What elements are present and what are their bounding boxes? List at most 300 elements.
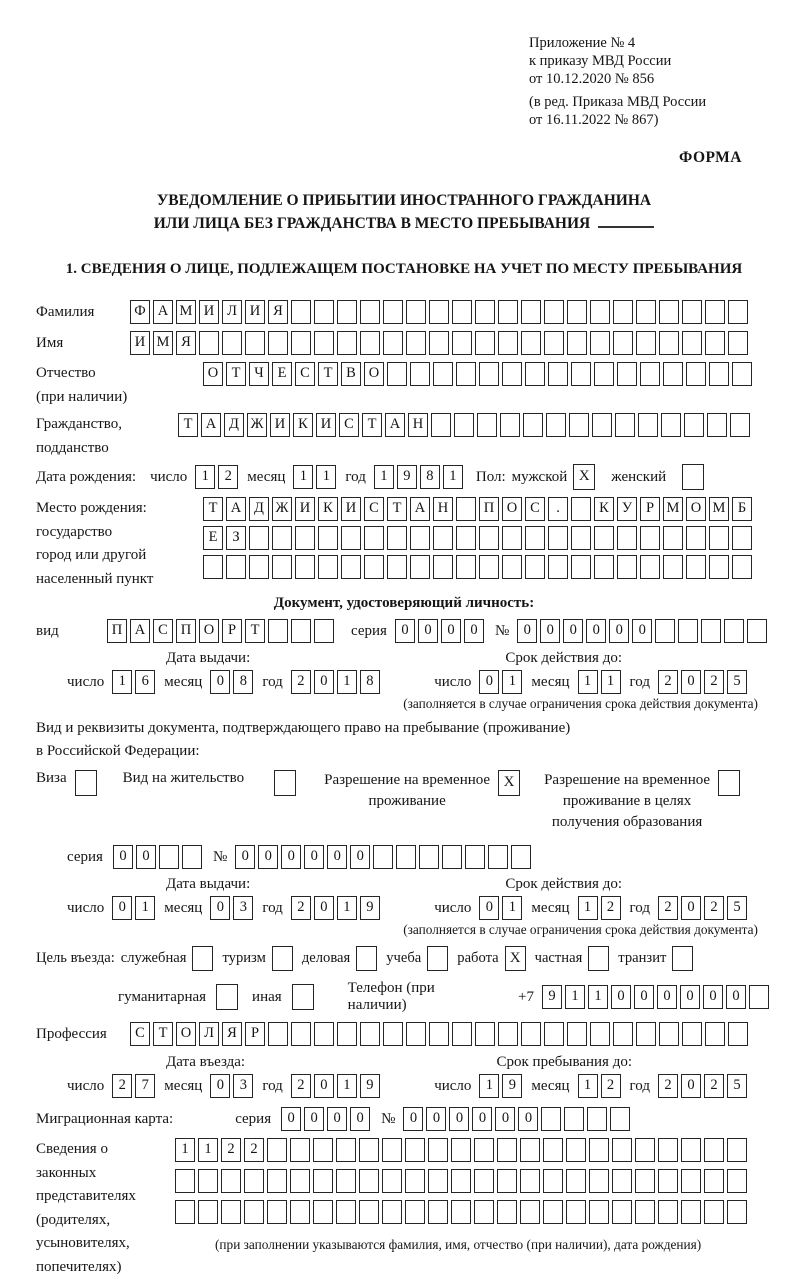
char-cell[interactable] xyxy=(709,555,729,579)
purpose-opt3-checkbox[interactable] xyxy=(356,946,377,971)
char-cell[interactable] xyxy=(359,1138,379,1162)
char-cell[interactable]: Ф xyxy=(130,300,150,324)
char-cell[interactable]: 0 xyxy=(395,619,415,643)
char-cell[interactable]: 1 xyxy=(502,896,522,920)
char-cell[interactable]: 1 xyxy=(198,1138,218,1162)
char-cell[interactable]: 1 xyxy=(195,465,215,489)
temp-residence-edu-checkbox[interactable] xyxy=(718,770,740,796)
char-cell[interactable] xyxy=(451,1138,471,1162)
char-cell[interactable] xyxy=(521,300,541,324)
char-cell[interactable]: 0 xyxy=(350,1107,370,1131)
char-cell[interactable] xyxy=(587,1107,607,1131)
char-cell[interactable]: 0 xyxy=(634,985,654,1009)
char-cell[interactable] xyxy=(290,1138,310,1162)
char-cell[interactable] xyxy=(663,362,683,386)
char-cell[interactable]: И xyxy=(295,497,315,521)
char-cell[interactable]: Д xyxy=(249,497,269,521)
char-cell[interactable] xyxy=(341,555,361,579)
char-cell[interactable] xyxy=(617,555,637,579)
char-cell[interactable]: 0 xyxy=(350,845,370,869)
purpose-opt6-checkbox[interactable] xyxy=(588,946,609,971)
char-cell[interactable] xyxy=(678,619,698,643)
char-cell[interactable] xyxy=(221,1200,241,1224)
char-cell[interactable]: С xyxy=(339,413,359,437)
char-cell[interactable]: 0 xyxy=(464,619,484,643)
char-cell[interactable] xyxy=(686,362,706,386)
char-cell[interactable] xyxy=(221,1169,241,1193)
char-cell[interactable] xyxy=(727,1138,747,1162)
char-cell[interactable]: Т xyxy=(387,497,407,521)
char-cell[interactable] xyxy=(383,300,403,324)
char-cell[interactable] xyxy=(295,555,315,579)
char-cell[interactable] xyxy=(428,1138,448,1162)
char-cell[interactable] xyxy=(454,413,474,437)
char-cell[interactable] xyxy=(525,555,545,579)
temp-residence-checkbox[interactable]: X xyxy=(498,770,520,796)
char-cell[interactable]: Т xyxy=(153,1022,173,1046)
char-cell[interactable]: 0 xyxy=(136,845,156,869)
char-cell[interactable]: 3 xyxy=(233,1074,253,1098)
char-cell[interactable] xyxy=(663,526,683,550)
char-cell[interactable]: М xyxy=(176,300,196,324)
char-cell[interactable] xyxy=(498,300,518,324)
char-cell[interactable]: К xyxy=(594,497,614,521)
purpose-opt8-checkbox[interactable] xyxy=(216,984,238,1010)
char-cell[interactable]: 0 xyxy=(703,985,723,1009)
char-cell[interactable] xyxy=(525,526,545,550)
char-cell[interactable]: 2 xyxy=(218,465,238,489)
char-cell[interactable]: 1 xyxy=(578,1074,598,1098)
char-cell[interactable] xyxy=(732,555,752,579)
char-cell[interactable] xyxy=(431,413,451,437)
char-cell[interactable] xyxy=(617,362,637,386)
char-cell[interactable] xyxy=(406,300,426,324)
char-cell[interactable] xyxy=(360,331,380,355)
char-cell[interactable]: 8 xyxy=(233,670,253,694)
char-cell[interactable] xyxy=(635,1138,655,1162)
char-cell[interactable] xyxy=(199,331,219,355)
char-cell[interactable]: 0 xyxy=(495,1107,515,1131)
char-cell[interactable]: П xyxy=(107,619,127,643)
char-cell[interactable]: 0 xyxy=(314,1074,334,1098)
char-cell[interactable]: 0 xyxy=(657,985,677,1009)
char-cell[interactable] xyxy=(429,300,449,324)
char-cell[interactable] xyxy=(701,619,721,643)
char-cell[interactable] xyxy=(612,1200,632,1224)
char-cell[interactable] xyxy=(548,555,568,579)
char-cell[interactable]: 8 xyxy=(360,670,380,694)
char-cell[interactable] xyxy=(313,1200,333,1224)
char-cell[interactable] xyxy=(589,1169,609,1193)
char-cell[interactable]: 2 xyxy=(291,896,311,920)
char-cell[interactable] xyxy=(705,300,725,324)
char-cell[interactable] xyxy=(684,413,704,437)
char-cell[interactable] xyxy=(410,555,430,579)
char-cell[interactable]: 0 xyxy=(586,619,606,643)
char-cell[interactable]: О xyxy=(364,362,384,386)
char-cell[interactable] xyxy=(520,1138,540,1162)
char-cell[interactable] xyxy=(479,362,499,386)
char-cell[interactable] xyxy=(571,526,591,550)
char-cell[interactable] xyxy=(475,1022,495,1046)
char-cell[interactable]: Д xyxy=(224,413,244,437)
char-cell[interactable] xyxy=(541,1107,561,1131)
char-cell[interactable] xyxy=(198,1169,218,1193)
char-cell[interactable] xyxy=(337,331,357,355)
char-cell[interactable] xyxy=(382,1138,402,1162)
char-cell[interactable] xyxy=(709,526,729,550)
char-cell[interactable]: 1 xyxy=(337,1074,357,1098)
char-cell[interactable] xyxy=(571,555,591,579)
char-cell[interactable]: Т xyxy=(178,413,198,437)
char-cell[interactable] xyxy=(728,300,748,324)
char-cell[interactable] xyxy=(364,526,384,550)
char-cell[interactable] xyxy=(705,331,725,355)
char-cell[interactable]: 0 xyxy=(563,619,583,643)
char-cell[interactable]: 2 xyxy=(601,896,621,920)
char-cell[interactable]: 1 xyxy=(565,985,585,1009)
char-cell[interactable]: Р xyxy=(245,1022,265,1046)
char-cell[interactable] xyxy=(428,1169,448,1193)
char-cell[interactable] xyxy=(543,1200,563,1224)
char-cell[interactable]: И xyxy=(245,300,265,324)
char-cell[interactable] xyxy=(521,331,541,355)
char-cell[interactable] xyxy=(383,331,403,355)
char-cell[interactable] xyxy=(704,1200,724,1224)
char-cell[interactable]: А xyxy=(201,413,221,437)
char-cell[interactable] xyxy=(433,362,453,386)
char-cell[interactable]: 2 xyxy=(601,1074,621,1098)
char-cell[interactable] xyxy=(451,1200,471,1224)
char-cell[interactable] xyxy=(226,555,246,579)
char-cell[interactable] xyxy=(222,331,242,355)
char-cell[interactable] xyxy=(569,413,589,437)
char-cell[interactable]: М xyxy=(663,497,683,521)
char-cell[interactable]: Т xyxy=(245,619,265,643)
char-cell[interactable] xyxy=(727,1200,747,1224)
char-cell[interactable]: 1 xyxy=(578,896,598,920)
char-cell[interactable] xyxy=(336,1138,356,1162)
char-cell[interactable]: 0 xyxy=(632,619,652,643)
char-cell[interactable]: . xyxy=(548,497,568,521)
char-cell[interactable] xyxy=(373,845,393,869)
char-cell[interactable] xyxy=(589,1138,609,1162)
char-cell[interactable]: Я xyxy=(222,1022,242,1046)
char-cell[interactable] xyxy=(521,1022,541,1046)
char-cell[interactable]: С xyxy=(295,362,315,386)
char-cell[interactable] xyxy=(314,331,334,355)
char-cell[interactable]: 0 xyxy=(235,845,255,869)
char-cell[interactable] xyxy=(681,1169,701,1193)
char-cell[interactable]: С xyxy=(525,497,545,521)
char-cell[interactable] xyxy=(661,413,681,437)
char-cell[interactable]: 0 xyxy=(112,896,132,920)
char-cell[interactable]: И xyxy=(316,413,336,437)
char-cell[interactable] xyxy=(546,413,566,437)
char-cell[interactable] xyxy=(396,845,416,869)
char-cell[interactable] xyxy=(502,526,522,550)
char-cell[interactable]: 0 xyxy=(426,1107,446,1131)
char-cell[interactable]: К xyxy=(293,413,313,437)
char-cell[interactable]: И xyxy=(270,413,290,437)
char-cell[interactable] xyxy=(290,1200,310,1224)
char-cell[interactable] xyxy=(249,555,269,579)
char-cell[interactable] xyxy=(475,300,495,324)
char-cell[interactable]: А xyxy=(410,497,430,521)
char-cell[interactable] xyxy=(291,1022,311,1046)
char-cell[interactable]: 0 xyxy=(726,985,746,1009)
char-cell[interactable] xyxy=(511,845,531,869)
char-cell[interactable]: 2 xyxy=(291,670,311,694)
char-cell[interactable]: Л xyxy=(222,300,242,324)
char-cell[interactable] xyxy=(359,1200,379,1224)
char-cell[interactable] xyxy=(640,555,660,579)
sex-male-checkbox[interactable]: X xyxy=(573,464,595,490)
char-cell[interactable] xyxy=(727,1169,747,1193)
char-cell[interactable] xyxy=(442,845,462,869)
char-cell[interactable] xyxy=(387,362,407,386)
purpose-opt9-checkbox[interactable] xyxy=(292,984,314,1010)
char-cell[interactable] xyxy=(456,362,476,386)
char-cell[interactable]: А xyxy=(130,619,150,643)
char-cell[interactable] xyxy=(707,413,727,437)
char-cell[interactable] xyxy=(640,362,660,386)
char-cell[interactable] xyxy=(456,497,476,521)
char-cell[interactable] xyxy=(636,1022,656,1046)
char-cell[interactable] xyxy=(244,1169,264,1193)
char-cell[interactable]: 6 xyxy=(135,670,155,694)
char-cell[interactable]: 1 xyxy=(601,670,621,694)
char-cell[interactable] xyxy=(658,1169,678,1193)
char-cell[interactable] xyxy=(686,555,706,579)
purpose-opt2-checkbox[interactable] xyxy=(272,946,293,971)
char-cell[interactable]: 0 xyxy=(304,1107,324,1131)
char-cell[interactable]: 0 xyxy=(441,619,461,643)
char-cell[interactable]: 1 xyxy=(443,465,463,489)
char-cell[interactable] xyxy=(732,526,752,550)
char-cell[interactable] xyxy=(456,555,476,579)
char-cell[interactable] xyxy=(502,362,522,386)
char-cell[interactable] xyxy=(429,331,449,355)
char-cell[interactable]: Т xyxy=(203,497,223,521)
char-cell[interactable] xyxy=(159,845,179,869)
char-cell[interactable] xyxy=(548,362,568,386)
char-cell[interactable] xyxy=(360,1022,380,1046)
char-cell[interactable]: 0 xyxy=(479,670,499,694)
char-cell[interactable]: 0 xyxy=(403,1107,423,1131)
char-cell[interactable] xyxy=(544,300,564,324)
char-cell[interactable]: 1 xyxy=(175,1138,195,1162)
char-cell[interactable] xyxy=(543,1138,563,1162)
char-cell[interactable] xyxy=(382,1169,402,1193)
char-cell[interactable] xyxy=(589,1200,609,1224)
char-cell[interactable] xyxy=(635,1169,655,1193)
char-cell[interactable]: 9 xyxy=(360,896,380,920)
char-cell[interactable] xyxy=(635,1200,655,1224)
char-cell[interactable]: К xyxy=(318,497,338,521)
char-cell[interactable]: В xyxy=(341,362,361,386)
char-cell[interactable] xyxy=(336,1169,356,1193)
char-cell[interactable] xyxy=(268,619,288,643)
char-cell[interactable]: 0 xyxy=(327,845,347,869)
char-cell[interactable] xyxy=(724,619,744,643)
char-cell[interactable] xyxy=(566,1169,586,1193)
char-cell[interactable] xyxy=(313,1169,333,1193)
char-cell[interactable]: 0 xyxy=(449,1107,469,1131)
char-cell[interactable] xyxy=(291,300,311,324)
char-cell[interactable]: 0 xyxy=(281,1107,301,1131)
char-cell[interactable] xyxy=(291,619,311,643)
char-cell[interactable] xyxy=(429,1022,449,1046)
char-cell[interactable] xyxy=(452,1022,472,1046)
char-cell[interactable]: Е xyxy=(272,362,292,386)
char-cell[interactable]: С xyxy=(130,1022,150,1046)
char-cell[interactable] xyxy=(567,331,587,355)
char-cell[interactable]: 5 xyxy=(727,1074,747,1098)
char-cell[interactable] xyxy=(291,331,311,355)
char-cell[interactable] xyxy=(658,1138,678,1162)
char-cell[interactable] xyxy=(337,300,357,324)
char-cell[interactable]: 0 xyxy=(517,619,537,643)
char-cell[interactable] xyxy=(314,1022,334,1046)
char-cell[interactable]: 2 xyxy=(221,1138,241,1162)
char-cell[interactable]: У xyxy=(617,497,637,521)
char-cell[interactable] xyxy=(314,619,334,643)
char-cell[interactable] xyxy=(566,1138,586,1162)
char-cell[interactable] xyxy=(318,555,338,579)
char-cell[interactable]: 8 xyxy=(420,465,440,489)
char-cell[interactable] xyxy=(479,526,499,550)
char-cell[interactable]: Т xyxy=(226,362,246,386)
char-cell[interactable] xyxy=(477,413,497,437)
char-cell[interactable] xyxy=(594,555,614,579)
char-cell[interactable] xyxy=(543,1169,563,1193)
char-cell[interactable]: 2 xyxy=(704,896,724,920)
char-cell[interactable] xyxy=(428,1200,448,1224)
char-cell[interactable]: О xyxy=(199,619,219,643)
residence-permit-checkbox[interactable] xyxy=(274,770,296,796)
char-cell[interactable] xyxy=(405,1200,425,1224)
char-cell[interactable]: Ж xyxy=(247,413,267,437)
char-cell[interactable]: 0 xyxy=(113,845,133,869)
char-cell[interactable] xyxy=(705,1022,725,1046)
char-cell[interactable]: 1 xyxy=(502,670,522,694)
char-cell[interactable] xyxy=(479,555,499,579)
char-cell[interactable]: 3 xyxy=(233,896,253,920)
purpose-opt7-checkbox[interactable] xyxy=(672,946,693,971)
char-cell[interactable] xyxy=(571,362,591,386)
char-cell[interactable] xyxy=(728,331,748,355)
char-cell[interactable]: 0 xyxy=(611,985,631,1009)
char-cell[interactable] xyxy=(590,300,610,324)
char-cell[interactable]: 2 xyxy=(244,1138,264,1162)
char-cell[interactable] xyxy=(638,413,658,437)
char-cell[interactable]: Т xyxy=(362,413,382,437)
char-cell[interactable] xyxy=(387,526,407,550)
char-cell[interactable] xyxy=(658,1200,678,1224)
char-cell[interactable] xyxy=(313,1138,333,1162)
char-cell[interactable] xyxy=(475,331,495,355)
purpose-opt4-checkbox[interactable] xyxy=(427,946,448,971)
char-cell[interactable] xyxy=(474,1200,494,1224)
char-cell[interactable]: Н xyxy=(408,413,428,437)
char-cell[interactable] xyxy=(406,1022,426,1046)
char-cell[interactable] xyxy=(636,331,656,355)
char-cell[interactable]: 0 xyxy=(472,1107,492,1131)
char-cell[interactable] xyxy=(592,413,612,437)
char-cell[interactable]: И xyxy=(341,497,361,521)
char-cell[interactable]: 1 xyxy=(479,1074,499,1098)
char-cell[interactable]: О xyxy=(176,1022,196,1046)
char-cell[interactable] xyxy=(640,526,660,550)
char-cell[interactable] xyxy=(290,1169,310,1193)
char-cell[interactable] xyxy=(520,1200,540,1224)
char-cell[interactable] xyxy=(337,1022,357,1046)
char-cell[interactable]: С xyxy=(153,619,173,643)
char-cell[interactable]: 0 xyxy=(479,896,499,920)
char-cell[interactable]: 9 xyxy=(542,985,562,1009)
char-cell[interactable] xyxy=(686,526,706,550)
char-cell[interactable]: 2 xyxy=(704,1074,724,1098)
char-cell[interactable] xyxy=(405,1169,425,1193)
char-cell[interactable]: 1 xyxy=(135,896,155,920)
char-cell[interactable]: 2 xyxy=(704,670,724,694)
char-cell[interactable]: 1 xyxy=(337,896,357,920)
char-cell[interactable] xyxy=(474,1169,494,1193)
char-cell[interactable] xyxy=(272,526,292,550)
char-cell[interactable]: 5 xyxy=(727,670,747,694)
char-cell[interactable]: 5 xyxy=(727,896,747,920)
char-cell[interactable]: 2 xyxy=(112,1074,132,1098)
char-cell[interactable] xyxy=(615,413,635,437)
char-cell[interactable] xyxy=(406,331,426,355)
char-cell[interactable]: Л xyxy=(199,1022,219,1046)
char-cell[interactable] xyxy=(498,331,518,355)
char-cell[interactable]: 0 xyxy=(314,670,334,694)
char-cell[interactable]: 0 xyxy=(681,1074,701,1098)
char-cell[interactable]: Н xyxy=(433,497,453,521)
char-cell[interactable] xyxy=(663,555,683,579)
char-cell[interactable] xyxy=(497,1200,517,1224)
char-cell[interactable] xyxy=(612,1169,632,1193)
char-cell[interactable]: 1 xyxy=(337,670,357,694)
char-cell[interactable]: А xyxy=(153,300,173,324)
char-cell[interactable] xyxy=(682,331,702,355)
char-cell[interactable]: 0 xyxy=(304,845,324,869)
char-cell[interactable]: М xyxy=(153,331,173,355)
char-cell[interactable]: 9 xyxy=(502,1074,522,1098)
char-cell[interactable]: 1 xyxy=(293,465,313,489)
char-cell[interactable]: Ч xyxy=(249,362,269,386)
char-cell[interactable] xyxy=(465,845,485,869)
char-cell[interactable] xyxy=(433,526,453,550)
char-cell[interactable] xyxy=(590,1022,610,1046)
char-cell[interactable] xyxy=(203,555,223,579)
char-cell[interactable] xyxy=(682,300,702,324)
char-cell[interactable] xyxy=(267,1169,287,1193)
char-cell[interactable]: 1 xyxy=(578,670,598,694)
char-cell[interactable]: З xyxy=(226,526,246,550)
char-cell[interactable] xyxy=(594,362,614,386)
char-cell[interactable]: Я xyxy=(268,300,288,324)
char-cell[interactable]: 0 xyxy=(681,896,701,920)
char-cell[interactable]: Р xyxy=(222,619,242,643)
char-cell[interactable] xyxy=(433,555,453,579)
char-cell[interactable] xyxy=(245,331,265,355)
char-cell[interactable]: Я xyxy=(176,331,196,355)
char-cell[interactable] xyxy=(594,526,614,550)
char-cell[interactable] xyxy=(360,300,380,324)
